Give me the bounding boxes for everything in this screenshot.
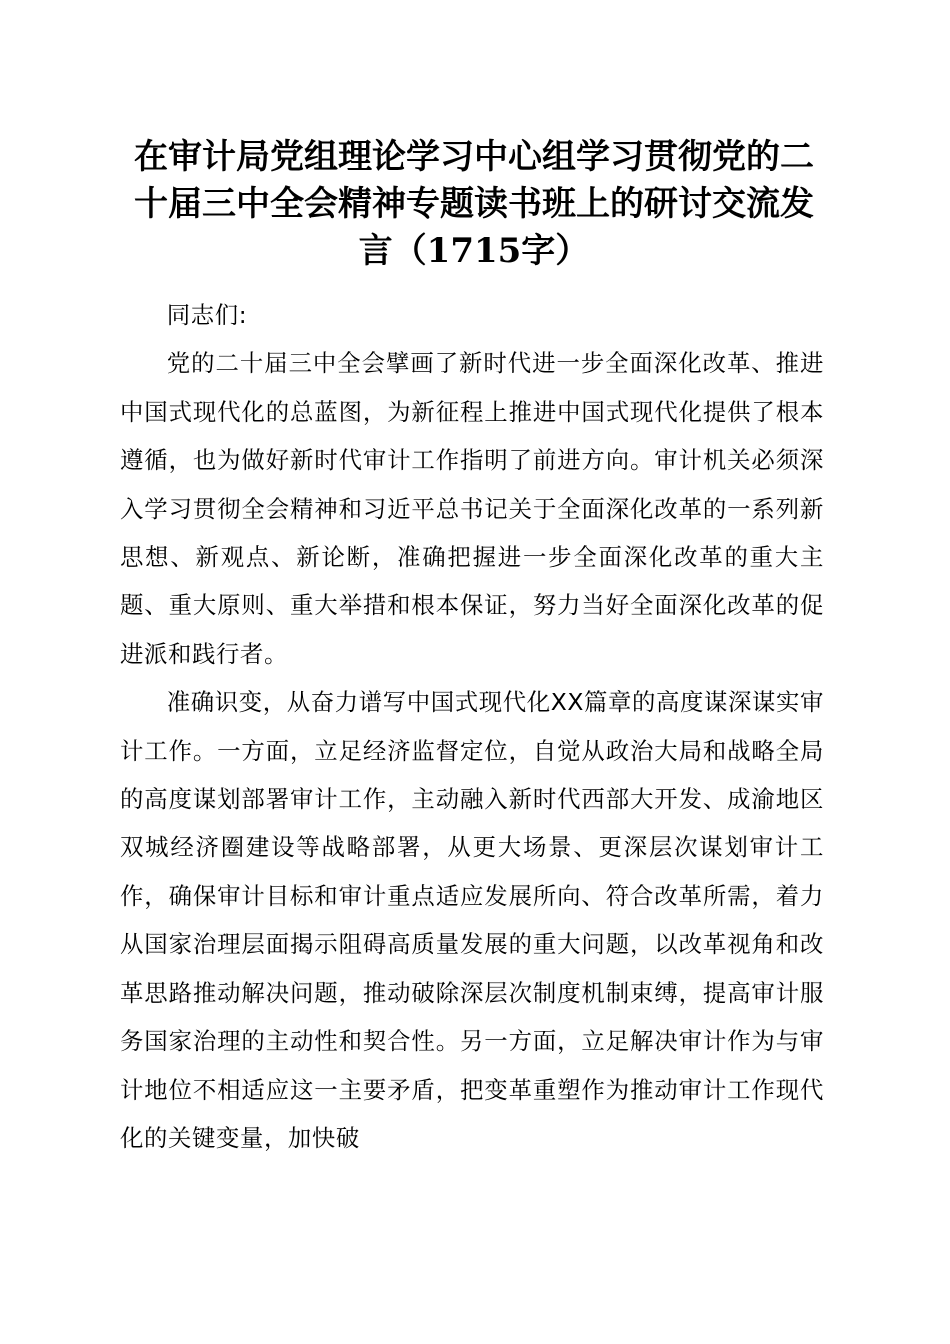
document-body — [120, 291, 824, 1162]
document-title: 在审计局党组理论学习中心组学习贯彻党的二十届三中全会精神专题读书班上的研讨交流发言（1715字） — [134, 137, 814, 271]
paragraph: 党的二十届三中全会擘画了新时代进一步全面深化改革、推进中国式现代化的总蓝图，为新征程上推进中国式现代化提供了根本遵循，也为做好新时代审计工作指明了前进方向。审计机关必须深入学习贯彻全会精神和习近平总书记关于全面深化改革的一系列新思想、新观点、新论断，准确把握进一步全面深化改革的重大主题、重大原则、重大举措和根本保证，努力当好全面深化改革的促进派和践行者。 — [120, 349, 824, 668]
salutation: 同志们: — [166, 301, 248, 329]
paragraph: 准确识变，从奋力谱写中国式现代化XX篇章的高度谋深谋实审计工作。一方面，立足经济监督定位，自觉从政治大局和战略全局的高度谋划部署审计工作，主动融入新时代西部大开发、成渝地区双城经济圈建设等战略部署，从更大场景、更深层次谋划审计工作，确保审计目标和审计重点适应发展所向、符合改革所需，着力从国家治理层面揭示阻碍高质量发展的重大问题，以改革视角和改革思路推动解决问题，推动破除深层次制度机制束缚，提高审计服务国家治理的主动性和契合性。另一方面，立足解决审计作为与审计地位不相适应这一主要矛盾，把变革重塑作为推动审计工作现代化的关键变量，加快破 — [120, 688, 824, 1152]
